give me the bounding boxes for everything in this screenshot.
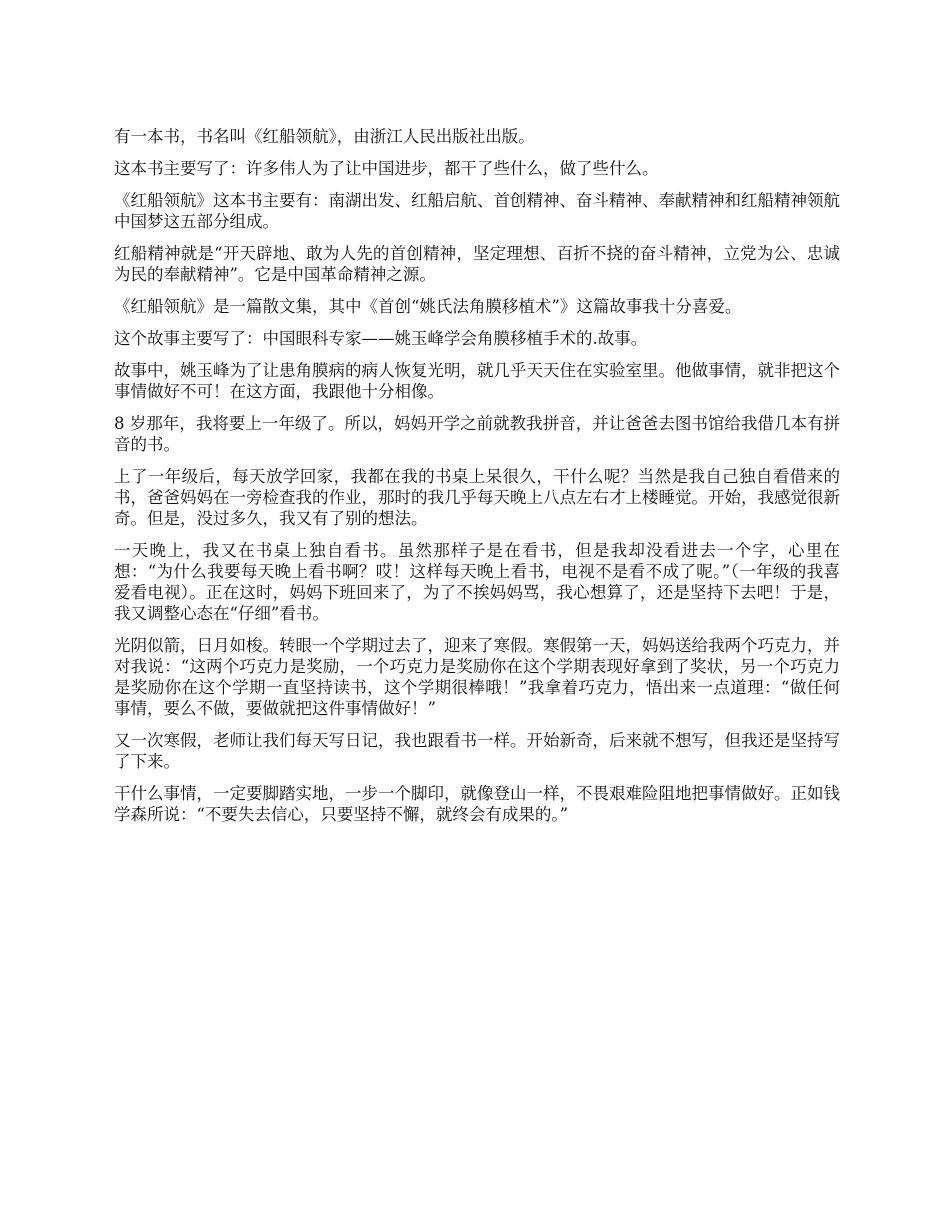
- paragraph-10: 一天晚上，我又在书桌上独自看书。虽然那样子是在看书，但是我却没看进去一个字，心里在想：“为什么我要每天晚上看书啊？哎！这样每天晚上看书，电视不是看不成了呢。”（一年级的我喜爱看电视）。正在这时，妈妈下班回来了，为了不挨妈妈骂，我心想算了，还是坚持下去吧！于是，我又调整心态在“仔细”看书。: [114, 541, 840, 623]
- paragraph-2: 这本书主要写了：许多伟人为了让中国进步，都干了些什么，做了些什么。: [114, 159, 659, 178]
- paragraph-11: 光阴似箭，日月如梭。转眼一个学期过去了，迎来了寒假。寒假第一天，妈妈送给我两个巧克力，并对我说：“这两个巧克力是奖励，一个巧克力是奖励你在这个学期表现好拿到了奖状，另一个巧克力是奖励你在这个学期一直坚持读书，这个学期很棒哦！”我拿着巧克力，悟出来一点道理：“做任何事情，要么不做，要做就把这件事情做好！”: [114, 636, 840, 718]
- paragraph-12: 又一次寒假，老师让我们每天写日记，我也跟看书一样。开始新奇，后来就不想写，但我还是坚持写了下来。: [114, 731, 840, 771]
- paragraph-13: 干什么事情，一定要脚踏实地，一步一个脚印，就像登山一样，不畏艰难险阻地把事情做好。正如钱学森所说：“不要失去信心，只要坚持不懈，就终会有成果的。”: [114, 784, 840, 824]
- paragraph-7: 故事中，姚玉峰为了让患角膜病的病人恢复光明，就几乎天天住在实验室里。他做事情，就非把这个事情做好不可！在这方面，我跟他十分相像。: [114, 361, 840, 401]
- paragraph-4: 红船精神就是“开天辟地、敢为人先的首创精神，坚定理想、百折不挠的奋斗精神，立党为公、忠诚为民的奉献精神”。它是中国革命精神之源。: [114, 244, 840, 284]
- document-body: [114, 126, 840, 836]
- paragraph-8: 8 岁那年，我将要上一年级了。所以，妈妈开学之前就教我拼音，并让爸爸去图书馆给我借几本有拼音的书。: [114, 414, 840, 454]
- paragraph-1: 有一本书，书名叫《红船领航》，由浙江人民出版社出版。: [114, 127, 535, 146]
- paragraph-5: 《红船领航》是一篇散文集，其中《首创“姚氏法角膜移植术”》这篇故事我十分喜爱。: [114, 297, 742, 316]
- paragraph-6: 这个故事主要写了：中国眼科专家——姚玉峰学会角膜移植手术的.故事。: [114, 329, 648, 348]
- paragraph-9: 上了一年级后，每天放学回家，我都在我的书桌上呆很久，干什么呢？当然是我自己独自看借来的书，爸爸妈妈在一旁检查我的作业，那时的我几乎每天晚上八点左右才上楼睡觉。开始，我感觉很新奇。但是，没过多久，我又有了别的想法。: [114, 467, 840, 528]
- paragraph-3: 《红船领航》这本书主要有：南湖出发、红船启航、首创精神、奋斗精神、奉献精神和红船精神领航中国梦这五部分组成。: [114, 191, 840, 231]
